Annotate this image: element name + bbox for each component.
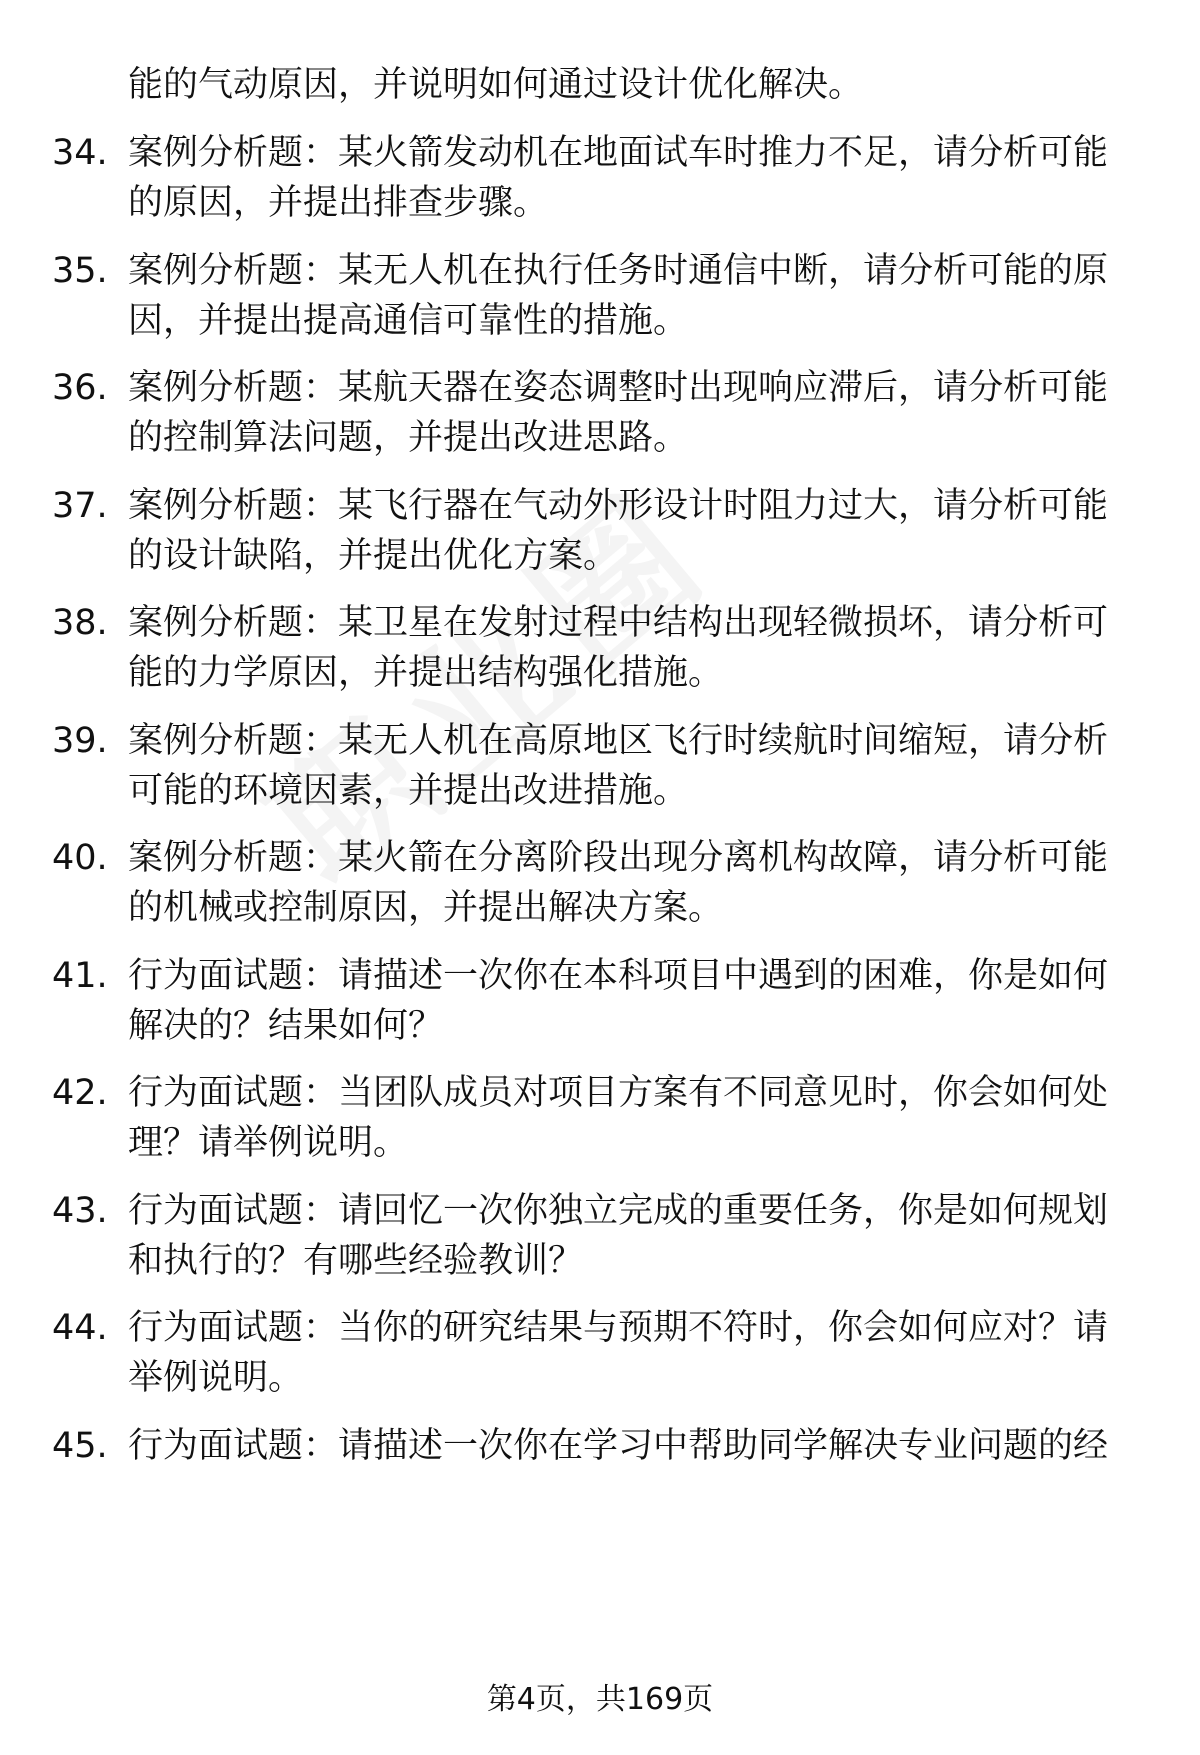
question-text <box>128 128 1138 228</box>
question-text-line: 解决的？结果如何？ <box>128 1005 444 1046</box>
question-number: 42. <box>52 1073 108 1113</box>
question-text <box>128 1068 1138 1168</box>
question-text <box>128 1421 1138 1471</box>
question-text-line: 的控制算法问题，并提出改进思路。 <box>128 418 689 458</box>
question-text-line: 行为面试题：当你的研究结果与预期不符时，你会如何应对？请 <box>128 1308 1109 1348</box>
question-text <box>128 1186 1138 1286</box>
question-text <box>128 363 1138 463</box>
question-text-line: 行为面试题：请描述一次你在学习中帮助同学解决专业问题的经 <box>128 1425 1109 1466</box>
question-text-line: 行为面试题：请描述一次你在本科项目中遇到的困难，你是如何 <box>128 955 1109 996</box>
question-number: 36. <box>52 368 108 408</box>
question-number: 37. <box>52 485 108 526</box>
question-text-line: 案例分析题：某飞行器在气动外形设计时阻力过大，请分析可能 <box>128 485 1109 526</box>
question-number: 38. <box>52 603 108 643</box>
question-text-line: 行为面试题：请回忆一次你独立完成的重要任务，你是如何规划 <box>128 1190 1109 1231</box>
question-text-line: 和执行的？有哪些经验教训？ <box>128 1240 584 1281</box>
question-text-line: 案例分析题：某航天器在姿态调整时出现响应滞后，请分析可能 <box>128 368 1109 408</box>
question-number: 45. <box>52 1425 108 1466</box>
question-text <box>128 598 1138 698</box>
question-text-line: 能的力学原因，并提出结构强化措施。 <box>128 653 724 693</box>
question-text-line: 理？请举例说明。 <box>128 1123 409 1163</box>
question-text-line: 的设计缺陷，并提出优化方案。 <box>128 535 619 576</box>
question-text <box>128 951 1138 1051</box>
question-text-line: 的机械或控制原因，并提出解决方案。 <box>128 888 724 928</box>
question-text <box>128 1303 1138 1403</box>
question-number: 35. <box>52 250 108 291</box>
question-number: 34. <box>52 133 108 173</box>
question-text-line: 因，并提出提高通信可靠性的措施。 <box>128 300 689 341</box>
question-number: 40. <box>52 838 108 878</box>
question-number: 43. <box>52 1190 108 1231</box>
question-text-line: 案例分析题：某无人机在高原地区飞行时续航时间缩短，请分析 <box>128 720 1109 761</box>
question-text-line: 案例分析题：某无人机在执行任务时通信中断，请分析可能的原 <box>128 250 1109 291</box>
question-text <box>128 833 1138 933</box>
question-number: 44. <box>52 1308 108 1348</box>
question-text-line: 的原因，并提出排查步骤。 <box>128 183 549 223</box>
question-text-line: 行为面试题：当团队成员对项目方案有不同意见时，你会如何处 <box>128 1073 1109 1113</box>
question-text <box>128 481 1138 581</box>
page-footer: 第4页，共169页 <box>486 1682 714 1717</box>
question-text-line: 举例说明。 <box>128 1358 304 1398</box>
question-text-line: 案例分析题：某卫星在发射过程中结构出现轻微损坏，请分析可 <box>128 603 1109 643</box>
question-number: 39. <box>52 720 108 761</box>
question-text-line: 案例分析题：某火箭发动机在地面试车时推力不足，请分析可能 <box>128 133 1109 173</box>
question-text-line: 可能的环境因素，并提出改进措施。 <box>128 770 689 811</box>
question-number: 41. <box>52 955 108 996</box>
question-text <box>128 246 1138 346</box>
question-text <box>128 716 1138 816</box>
continued-text: 能的气动原因，并说明如何通过设计优化解决。 <box>128 65 864 105</box>
question-text-line: 案例分析题：某火箭在分离阶段出现分离机构故障，请分析可能 <box>128 838 1109 878</box>
